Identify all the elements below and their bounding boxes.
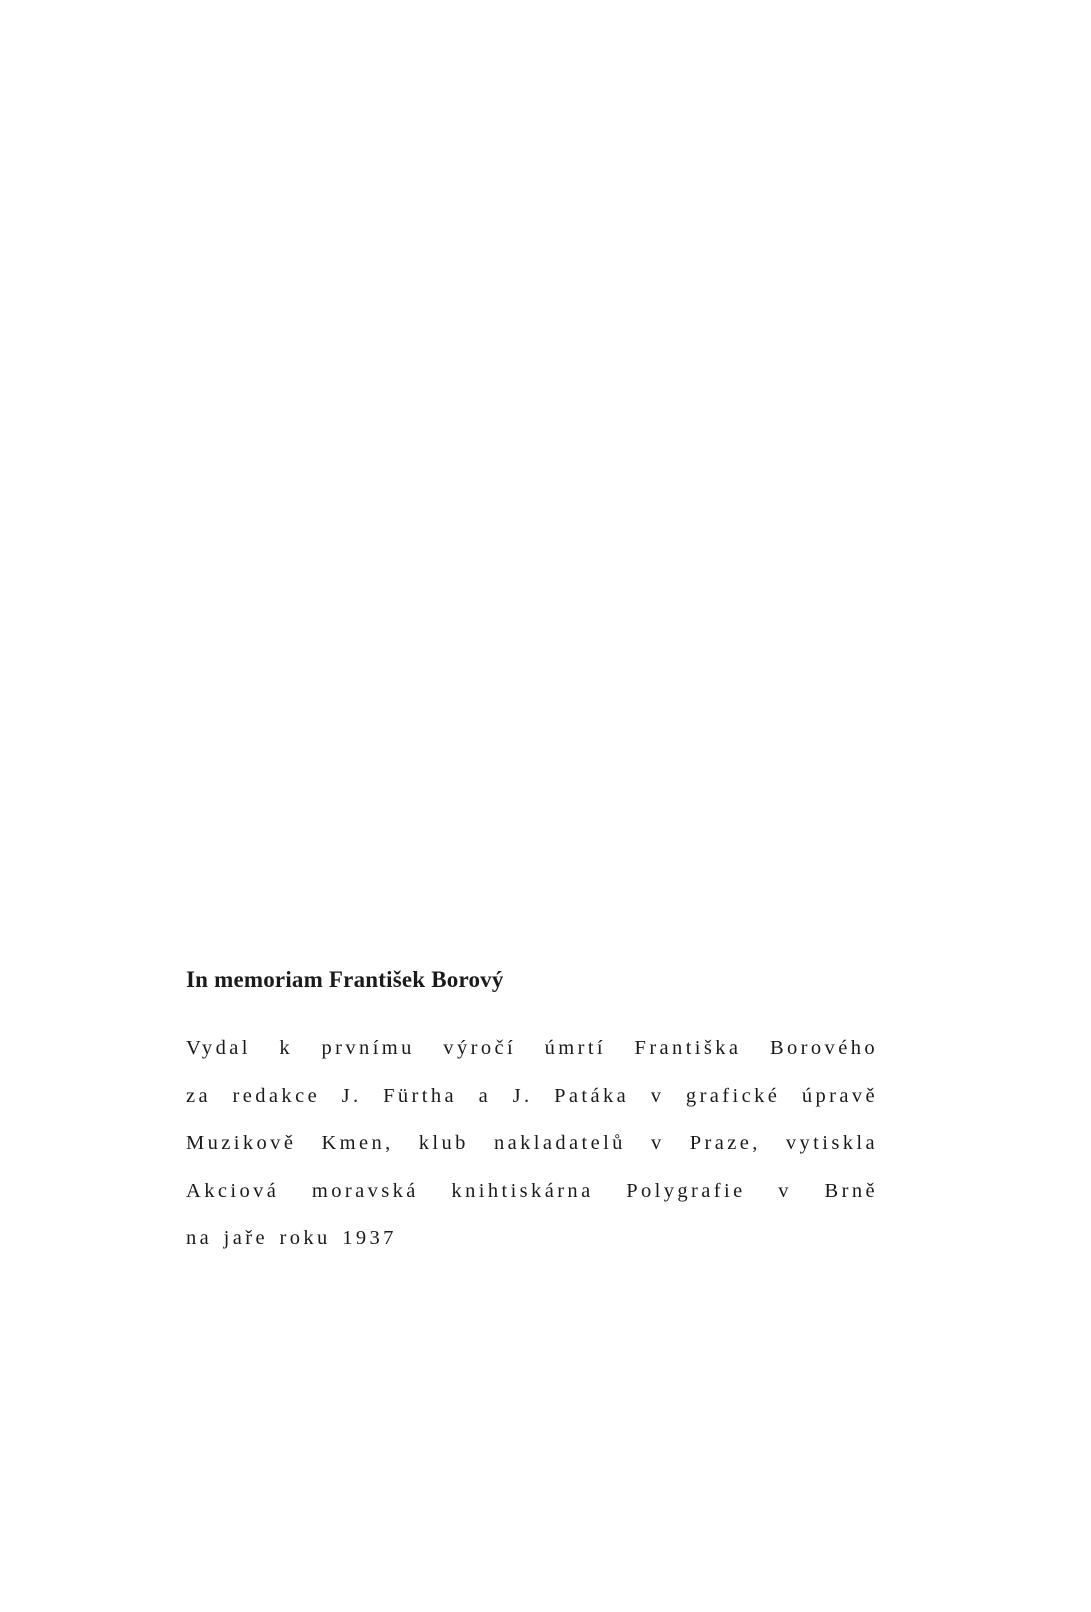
colophon-line: Akciová moravská knihtiskárna Polygrafie v Brně (186, 1179, 878, 1202)
colophon-text (186, 1025, 886, 1263)
colophon-line: na jaře roku 1937 (186, 1227, 397, 1249)
colophon-title: In memoriam František Borový (186, 967, 504, 992)
colophon-line: Vydal k prvnímu výročí úmrtí Františka Borového (186, 1037, 878, 1059)
colophon-block (186, 963, 886, 1263)
colophon-line: Muzikově Kmen, klub nakladatelů v Praze, vytiskla (186, 1132, 878, 1154)
colophon-line: za redakce J. Fürtha a J. Patáka v grafické úpravě (186, 1084, 878, 1107)
